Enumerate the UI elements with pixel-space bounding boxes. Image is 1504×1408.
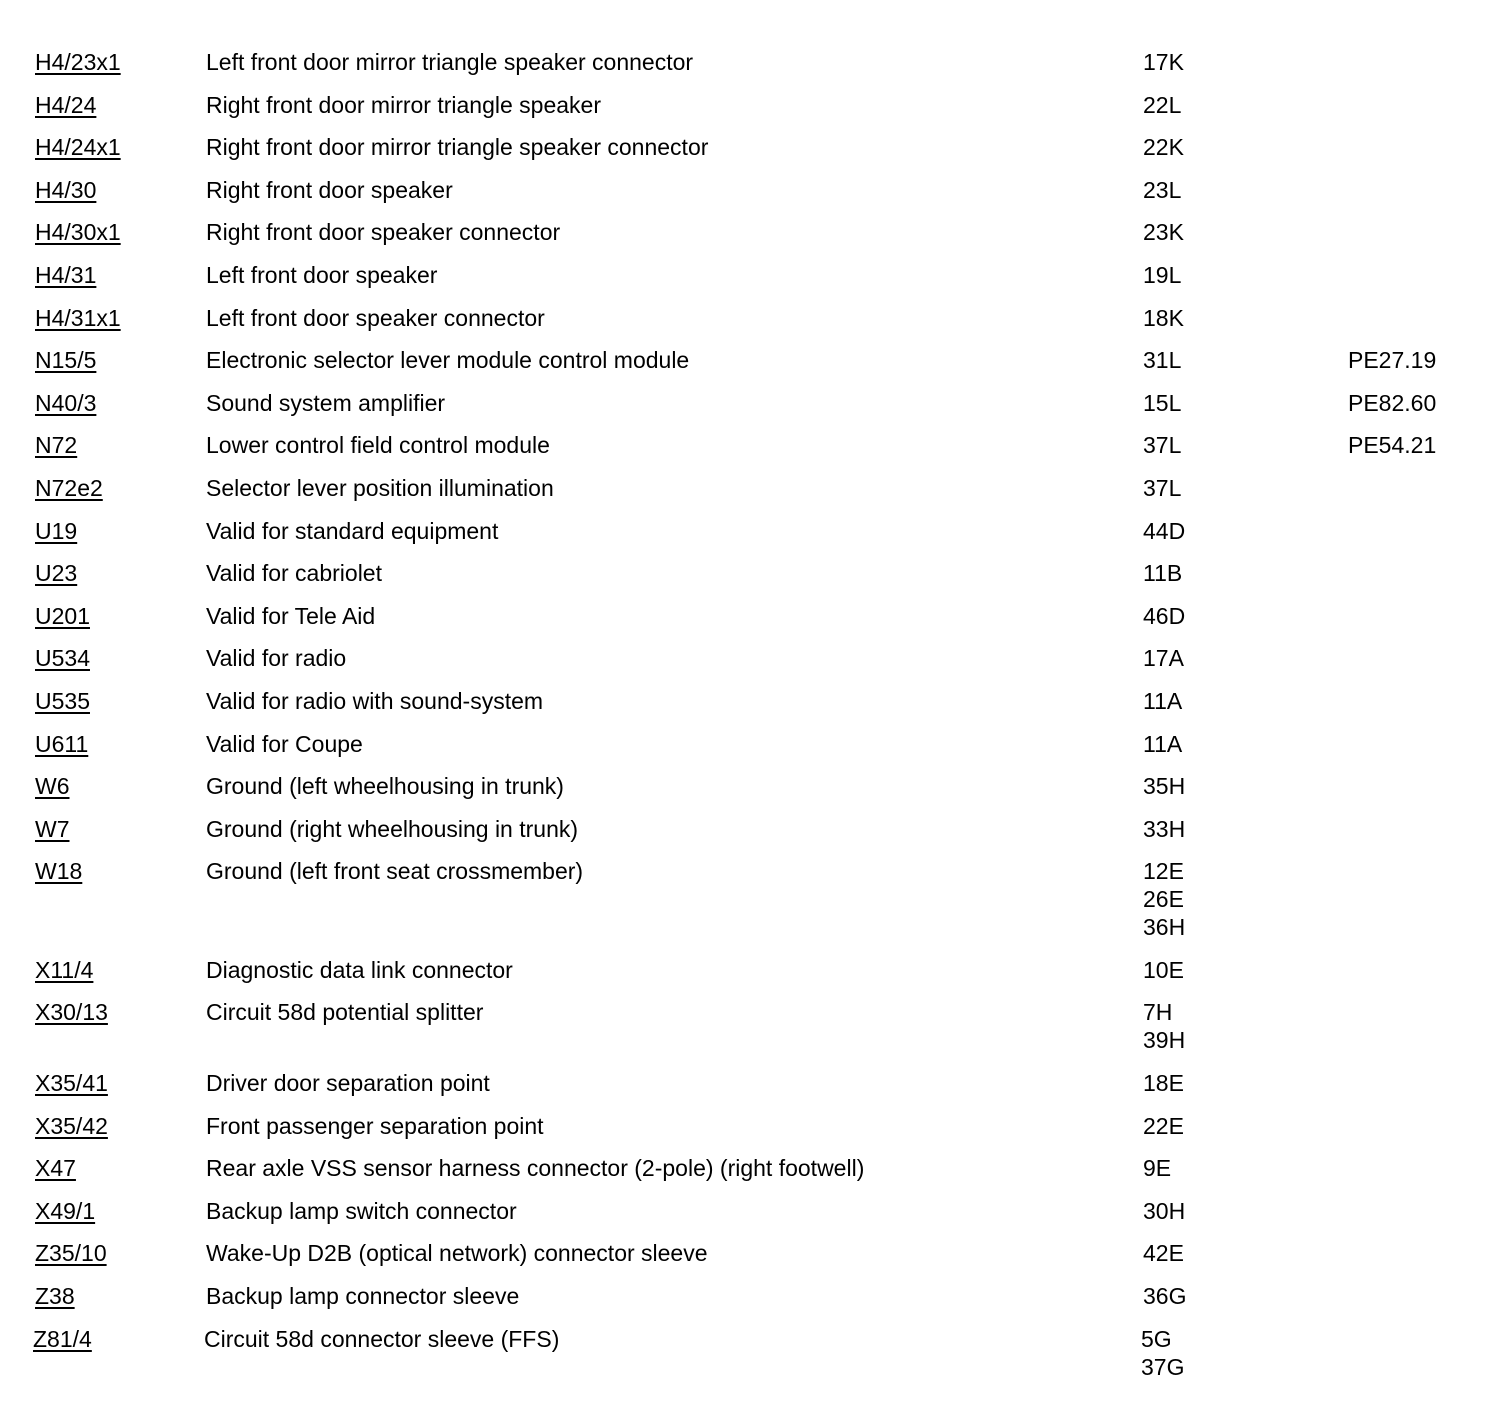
legend-row (35, 176, 1475, 219)
legend-row (33, 1325, 1475, 1396)
grid-location-list (1143, 857, 1348, 941)
component-code-link[interactable]: W7 (35, 815, 70, 842)
page-reference: PE82.60 (1348, 389, 1437, 416)
legend-row (35, 1154, 1475, 1197)
legend-row (35, 644, 1475, 687)
component-code-link[interactable]: U534 (35, 645, 90, 672)
component-code-link[interactable]: H4/30x1 (35, 219, 121, 246)
component-description: Diagnostic data link connector (206, 956, 513, 983)
grid-location-list (1143, 91, 1348, 119)
legend-row (35, 772, 1475, 815)
grid-location-list (1143, 133, 1348, 161)
grid-location: 12E (1143, 858, 1184, 885)
grid-location: 5G (1141, 1325, 1172, 1352)
grid-location: 17A (1143, 645, 1184, 672)
page-reference: PE27.19 (1348, 347, 1437, 374)
component-code-link[interactable]: U201 (35, 602, 90, 629)
legend-row (35, 48, 1475, 91)
component-code-link[interactable]: H4/24x1 (35, 134, 121, 161)
component-code-link[interactable]: U19 (35, 517, 78, 544)
grid-location: 17K (1143, 49, 1184, 75)
grid-location-list (1143, 1197, 1348, 1225)
component-description: Valid for radio (206, 645, 347, 672)
grid-location-list (1143, 346, 1348, 374)
grid-location-list (1143, 517, 1348, 545)
grid-location: 35H (1143, 773, 1186, 800)
grid-location: 11A (1143, 687, 1183, 714)
legend-row (35, 1112, 1475, 1155)
component-description: Sound system amplifier (206, 389, 446, 416)
grid-location-list (1143, 48, 1348, 76)
component-code-link[interactable]: X35/41 (35, 1070, 108, 1097)
grid-location: 11B (1143, 560, 1183, 587)
grid-location-list (1143, 956, 1348, 984)
component-code-link[interactable]: X11/4 (35, 956, 94, 983)
component-description: Valid for standard equipment (206, 517, 499, 544)
grid-location: 33H (1143, 815, 1186, 842)
component-description: Front passenger separation point (206, 1112, 544, 1139)
grid-location-list (1143, 998, 1348, 1054)
component-code-link[interactable]: Z81/4 (33, 1325, 92, 1352)
component-description: Selector lever position illumination (206, 474, 554, 501)
grid-location: 23L (1143, 176, 1182, 203)
page-reference: PE54.21 (1348, 432, 1437, 459)
legend-row (35, 474, 1475, 517)
legend-row (35, 815, 1475, 858)
component-code-link[interactable]: X35/42 (35, 1112, 108, 1139)
component-legend-table (35, 48, 1475, 1395)
component-description: Valid for Coupe (206, 730, 363, 757)
component-code-link[interactable]: W18 (35, 858, 83, 885)
grid-location-list (1143, 1069, 1348, 1097)
component-description: Lower control field control module (206, 432, 550, 459)
component-description: Circuit 58d potential splitter (206, 999, 484, 1026)
component-description: Right front door speaker (206, 176, 453, 203)
grid-location-list (1143, 218, 1348, 246)
component-description: Right front door mirror triangle speaker connector (206, 134, 709, 161)
component-description: Left front door speaker connector (206, 304, 545, 331)
component-code-link[interactable]: U535 (35, 687, 90, 714)
grid-location-list (1143, 687, 1348, 715)
legend-row (35, 956, 1475, 999)
component-code-link[interactable]: N72 (35, 432, 78, 459)
component-code-link[interactable]: H4/31 (35, 261, 97, 288)
grid-location-list (1143, 1154, 1348, 1182)
grid-location-list (1143, 602, 1348, 630)
grid-location: 22L (1143, 91, 1182, 118)
component-code-link[interactable]: N72e2 (35, 474, 103, 501)
component-description: Backup lamp switch connector (206, 1197, 517, 1224)
legend-row (35, 304, 1475, 347)
component-code-link[interactable]: W6 (35, 773, 70, 800)
legend-row (35, 602, 1475, 645)
component-description: Left front door speaker (206, 261, 438, 288)
grid-location-list (1143, 815, 1348, 843)
component-description: Ground (right wheelhousing in trunk) (206, 815, 579, 842)
grid-location-list (1143, 1112, 1348, 1140)
grid-location: 7H (1143, 999, 1173, 1026)
component-description: Valid for Tele Aid (206, 602, 376, 629)
component-code-link[interactable]: N15/5 (35, 347, 97, 374)
grid-location-list (1143, 1282, 1348, 1310)
grid-location: 36G (1143, 1283, 1187, 1310)
grid-location: 11A (1143, 730, 1183, 757)
legend-row (35, 218, 1475, 261)
component-code-link[interactable]: Z35/10 (35, 1240, 107, 1267)
component-description: Valid for cabriolet (206, 560, 382, 587)
grid-location: 44D (1143, 517, 1186, 544)
legend-row (35, 1282, 1475, 1325)
component-description: Backup lamp connector sleeve (206, 1283, 520, 1310)
component-code-link[interactable]: X49/1 (35, 1197, 96, 1224)
legend-row (35, 133, 1475, 176)
legend-row (35, 431, 1475, 474)
component-description: Right front door mirror triangle speaker (206, 91, 601, 118)
component-code-link[interactable]: X47 (35, 1155, 76, 1182)
grid-location-list (1141, 1325, 1346, 1381)
component-code-link[interactable]: H4/24 (35, 91, 97, 118)
component-description: Rear axle VSS sensor harness connector (2-pole) (right footwell) (206, 1155, 865, 1182)
grid-location-list (1143, 261, 1348, 289)
component-description: Circuit 58d connector sleeve (FFS) (204, 1325, 560, 1352)
legend-row (35, 1197, 1475, 1240)
grid-location-list (1143, 176, 1348, 204)
grid-location-list (1143, 304, 1348, 332)
component-description: Wake-Up D2B (optical network) connector sleeve (206, 1240, 708, 1267)
legend-row (35, 517, 1475, 560)
grid-location: 39H (1143, 1027, 1186, 1054)
grid-location: 15L (1143, 389, 1182, 416)
grid-location-list (1143, 474, 1348, 502)
component-code-link[interactable]: H4/30 (35, 176, 97, 203)
component-description: Ground (left front seat crossmember) (206, 858, 584, 885)
legend-row (35, 857, 1475, 956)
legend-row (35, 1069, 1475, 1112)
grid-location: 42E (1143, 1240, 1184, 1267)
component-code-link[interactable]: H4/31x1 (35, 304, 121, 331)
component-code-link[interactable]: U23 (35, 560, 78, 587)
grid-location: 37L (1143, 432, 1182, 459)
legend-row (35, 998, 1475, 1069)
grid-location: 37G (1141, 1353, 1185, 1380)
component-code-link[interactable]: X30/13 (35, 999, 108, 1026)
grid-location-list (1143, 1239, 1348, 1267)
grid-location-list (1143, 559, 1348, 587)
legend-row (35, 261, 1475, 304)
grid-location: 18E (1143, 1070, 1184, 1097)
legend-row (35, 687, 1475, 730)
grid-location: 23K (1143, 219, 1184, 246)
legend-row (35, 389, 1475, 432)
grid-location: 46D (1143, 602, 1186, 629)
grid-location-list (1143, 644, 1348, 672)
grid-location-list (1143, 730, 1348, 758)
component-description: Driver door separation point (206, 1070, 490, 1097)
grid-location: 10E (1143, 956, 1184, 983)
grid-location: 18K (1143, 304, 1184, 331)
legend-row (35, 559, 1475, 602)
grid-location: 31L (1143, 347, 1182, 374)
component-description: Ground (left wheelhousing in trunk) (206, 773, 564, 800)
grid-location: 19L (1143, 261, 1182, 288)
grid-location: 9E (1143, 1155, 1172, 1182)
component-description: Electronic selector lever module control module (206, 347, 690, 374)
legend-row (35, 346, 1475, 389)
component-description: Valid for radio with sound-system (206, 687, 544, 714)
component-description: Right front door speaker connector (206, 219, 561, 246)
component-code-link[interactable]: H4/23x1 (35, 49, 121, 75)
grid-location: 22K (1143, 134, 1184, 161)
grid-location: 36H (1143, 914, 1186, 941)
grid-location: 22E (1143, 1112, 1184, 1139)
grid-location-list (1143, 389, 1348, 417)
legend-row (35, 1239, 1475, 1282)
legend-row (35, 730, 1475, 773)
component-code-link[interactable]: Z38 (35, 1283, 75, 1310)
grid-location: 26E (1143, 886, 1184, 913)
component-description: Left front door mirror triangle speaker connector (206, 49, 694, 75)
grid-location: 37L (1143, 474, 1182, 501)
component-code-link[interactable]: U611 (35, 730, 89, 757)
component-code-link[interactable]: N40/3 (35, 389, 97, 416)
grid-location-list (1143, 431, 1348, 459)
grid-location: 30H (1143, 1197, 1186, 1224)
grid-location-list (1143, 772, 1348, 800)
legend-row (35, 91, 1475, 134)
